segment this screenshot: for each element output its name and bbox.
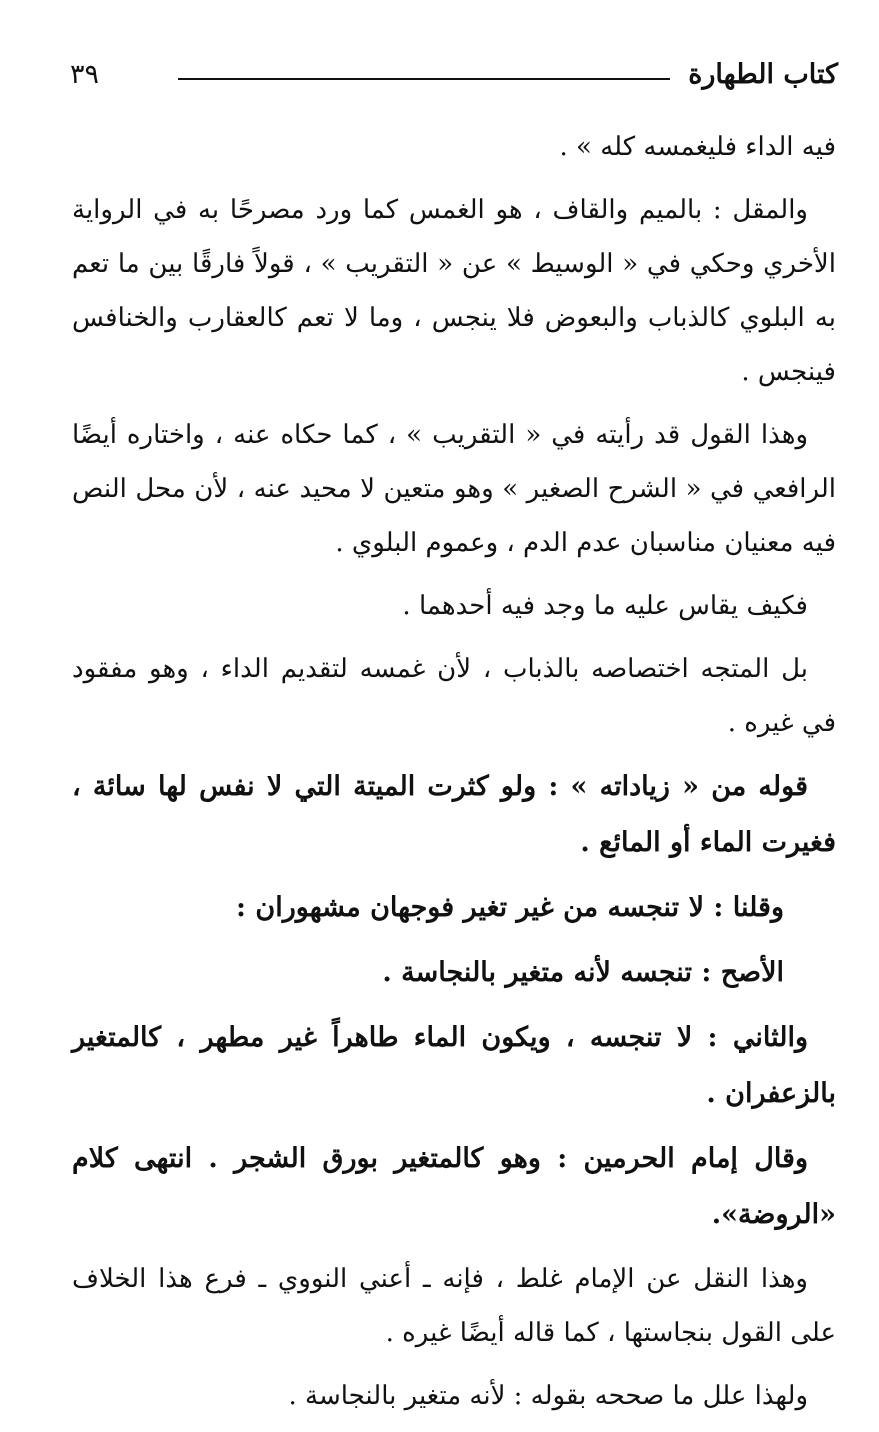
bold-paragraph: والثاني : لا تنجسه ، ويكون الماء طاهراً غير مطهر ، كالمتغير بالزعفران .	[72, 1022, 836, 1109]
paragraph: فكيف يقاس عليه ما وجد فيه أحدهما .	[402, 591, 808, 621]
paragraph: والمقل : بالميم والقاف ، هو الغمس كما ورد مصرحًا به في الرواية الأخري وحكي في « الوسيط » عن « التقريب » ، قولاً فارقًا بين ما تعم به البلوي كالذباب والبعوض فلا ينجس ، وما لا تعم كالعقارب والخنافس فينجس .	[72, 195, 836, 387]
paragraph: وهذا القول قد رأيته في « التقريب » ، كما حكاه عنه ، واختاره أيضًا الرافعي في « الشرح الصغير » وهو متعين لا محيد عنه ، لأن محل النص فيه معنيان مناسبان عدم الدم ، وعموم البلوي .	[72, 420, 836, 558]
bold-paragraph: وقلنا : لا تنجسه من غير تغير فوجهان مشهوران :	[236, 892, 784, 923]
page-header	[70, 58, 838, 98]
bold-paragraph: الأصح : تنجسه لأنه متغير بالنجاسة .	[382, 957, 784, 988]
running-title: كتاب الطهارة	[688, 59, 838, 90]
paragraph: بل المتجه اختصاصه بالذباب ، لأن غمسه لتقديم الداء ، وهو مفقود في غيره .	[72, 654, 836, 738]
paragraph: فيه الداء فليغمسه كله » .	[559, 132, 836, 162]
paragraph: وهذا النقل عن الإمام غلط ، فإنه ـ أعني النووي ـ فرع هذا الخلاف على القول بنجاستها ، كما قاله أيضًا غيره .	[72, 1264, 836, 1348]
bold-paragraph: وقال إمام الحرمين : وهو كالمتغير بورق الشجر . انتهى كلام «الروضة».	[72, 1143, 836, 1230]
header-rule	[178, 78, 670, 80]
page-number: ٣٩	[70, 59, 100, 90]
body-text	[72, 120, 836, 1432]
paragraph: ولهذا علل ما صححه بقوله : لأنه متغير بالنجاسة .	[288, 1381, 808, 1411]
bold-paragraph: قوله من « زياداته » : ولو كثرت الميتة التي لا نفس لها سائة ، فغيرت الماء أو المائع .	[72, 771, 836, 858]
